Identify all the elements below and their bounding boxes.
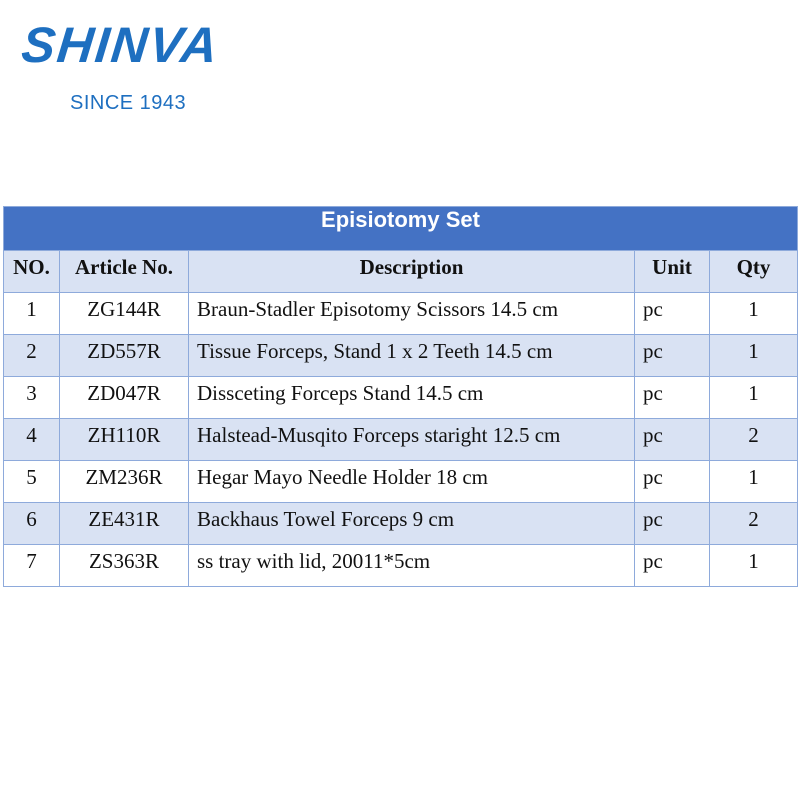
cell-no: 2 — [4, 335, 60, 377]
cell-article-no: ZD047R — [60, 377, 189, 419]
cell-no: 7 — [4, 545, 60, 587]
table-title: Episiotomy Set — [4, 207, 798, 251]
cell-qty: 1 — [710, 461, 798, 503]
cell-qty: 1 — [710, 377, 798, 419]
product-table-container — [3, 206, 797, 587]
brand-since: SINCE 1943 — [70, 92, 187, 114]
cell-unit: pc — [635, 293, 710, 335]
brand-logo — [19, 17, 262, 114]
cell-qty: 1 — [710, 293, 798, 335]
cell-qty: 1 — [710, 545, 798, 587]
cell-unit: pc — [635, 461, 710, 503]
table-header-row — [4, 251, 798, 293]
cell-description: Backhaus Towel Forceps 9 cm — [189, 503, 635, 545]
table-row — [4, 377, 798, 419]
header-description: Description — [189, 251, 635, 293]
cell-no: 1 — [4, 293, 60, 335]
cell-description: Tissue Forceps, Stand 1 x 2 Teeth 14.5 cm — [189, 335, 635, 377]
table-row — [4, 461, 798, 503]
cell-article-no: ZM236R — [60, 461, 189, 503]
cell-no: 4 — [4, 419, 60, 461]
table-row — [4, 293, 798, 335]
cell-qty: 1 — [710, 335, 798, 377]
cell-description: Halstead-Musqito Forceps staright 12.5 cm — [189, 419, 635, 461]
cell-article-no: ZH110R — [60, 419, 189, 461]
brand-name: SHINVA — [19, 17, 223, 73]
cell-no: 6 — [4, 503, 60, 545]
cell-article-no: ZD557R — [60, 335, 189, 377]
cell-no: 3 — [4, 377, 60, 419]
cell-unit: pc — [635, 335, 710, 377]
cell-article-no: ZS363R — [60, 545, 189, 587]
cell-qty: 2 — [710, 419, 798, 461]
table-row — [4, 419, 798, 461]
cell-unit: pc — [635, 377, 710, 419]
cell-article-no: ZE431R — [60, 503, 189, 545]
table-row — [4, 545, 798, 587]
header-article-no: Article No. — [60, 251, 189, 293]
cell-description: Braun-Stadler Episotomy Scissors 14.5 cm — [189, 293, 635, 335]
cell-qty: 2 — [710, 503, 798, 545]
header-no: NO. — [4, 251, 60, 293]
cell-description: Dissceting Forceps Stand 14.5 cm — [189, 377, 635, 419]
cell-description: ss tray with lid, 20011*5cm — [189, 545, 635, 587]
cell-unit: pc — [635, 545, 710, 587]
product-table — [3, 206, 798, 587]
cell-unit: pc — [635, 503, 710, 545]
header-unit: Unit — [635, 251, 710, 293]
cell-article-no: ZG144R — [60, 293, 189, 335]
cell-description: Hegar Mayo Needle Holder 18 cm — [189, 461, 635, 503]
table-row — [4, 335, 798, 377]
cell-no: 5 — [4, 461, 60, 503]
table-row — [4, 503, 798, 545]
header-qty: Qty — [710, 251, 798, 293]
cell-unit: pc — [635, 419, 710, 461]
